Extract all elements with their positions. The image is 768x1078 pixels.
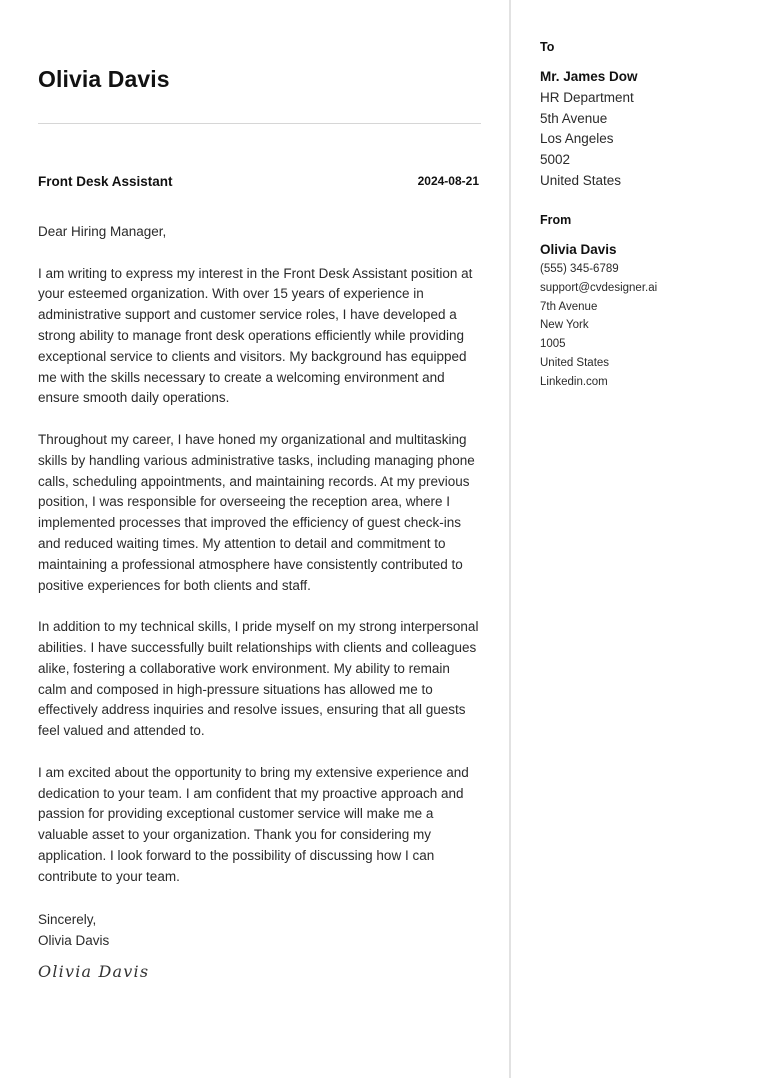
body-paragraph-4: I am excited about the opportunity to bring my extensive experience and dedication to your team. I am confident that my proactive approach and passion for providing exceptional customer service will make me a valuable asset to your organization. Thank you for considering my application. I look forward to the possibility of discussing how I can contribute to your team.	[38, 764, 469, 884]
recipient-postal-code: 5002	[540, 152, 571, 168]
sender-postal-code: 1005	[540, 338, 566, 351]
sender-website: Linkedin.com	[540, 375, 608, 388]
header-divider	[38, 123, 481, 124]
recipient-department: HR Department	[540, 89, 634, 105]
body-paragraph-2: Throughout my career, I have honed my organizational and multitasking skills by handling various administrative tasks, including managing phone calls, scheduling appointments, and maintaining records. At my previous position, I was responsible for overseeing the reception area, where I implemented processes that improved the efficiency of guest check-ins and reduced waiting times. My attention to detail and commitment to maintaining a professional atmosphere have consistently contributed to positive experiences for both clients and staff.	[38, 431, 475, 593]
body-paragraph-3: In addition to my technical skills, I pride myself on my strong interpersonal abilities. I have successfully built relationships with clients and colleagues alike, fostering a collaborative work environment. My ability to remain calm and composed in high-pressure situations has allowed me to effectively address inquiries and resolve issues, ensuring that all guests feel valued and attended to.	[38, 619, 479, 739]
sender-phone: (555) 345-6789	[540, 263, 619, 275]
sender-email: support@cvdesigner.ai	[540, 281, 658, 294]
sender-street: 7th Avenue	[540, 300, 598, 313]
recipient-name: Mr. James Dow	[540, 69, 638, 84]
closing-block	[38, 909, 109, 951]
sender-city: New York	[540, 319, 589, 332]
letter-body	[38, 222, 481, 908]
signoff-name: Olivia Davis	[38, 933, 110, 948]
recipient-country: United States	[540, 172, 622, 188]
sender-name-heading: Olivia Davis	[38, 66, 170, 92]
sender-contact	[540, 240, 657, 392]
sender-contact-name: Olivia Davis	[540, 242, 617, 257]
sidebar-divider	[509, 0, 511, 1078]
body-paragraph-1: I am writing to express my interest in the Front Desk Assistant position at your esteemed organization. With over 15 years of experience in administrative support and customer service roles, I have developed a strong ability to manage front desk operations efficiently while providing exceptional service to clients and visitors. My background has equipped me with the skills necessary to create a welcoming environment and ensure smooth daily operations.	[38, 265, 473, 406]
recipient-street: 5th Avenue	[540, 110, 608, 126]
handwritten-signature: Olivia Davis	[38, 962, 150, 981]
from-heading: From	[540, 213, 572, 227]
recipient-address	[540, 67, 638, 192]
job-row	[38, 174, 481, 192]
letter-date: 2024-08-21	[417, 174, 479, 188]
closing-phrase: Sincerely,	[38, 912, 97, 927]
recipient-city: Los Angeles	[540, 131, 614, 147]
to-heading: To	[540, 40, 555, 54]
sender-country: United States	[540, 356, 610, 369]
salutation: Dear Hiring Manager,	[38, 224, 167, 239]
job-title: Front Desk Assistant	[38, 174, 173, 189]
